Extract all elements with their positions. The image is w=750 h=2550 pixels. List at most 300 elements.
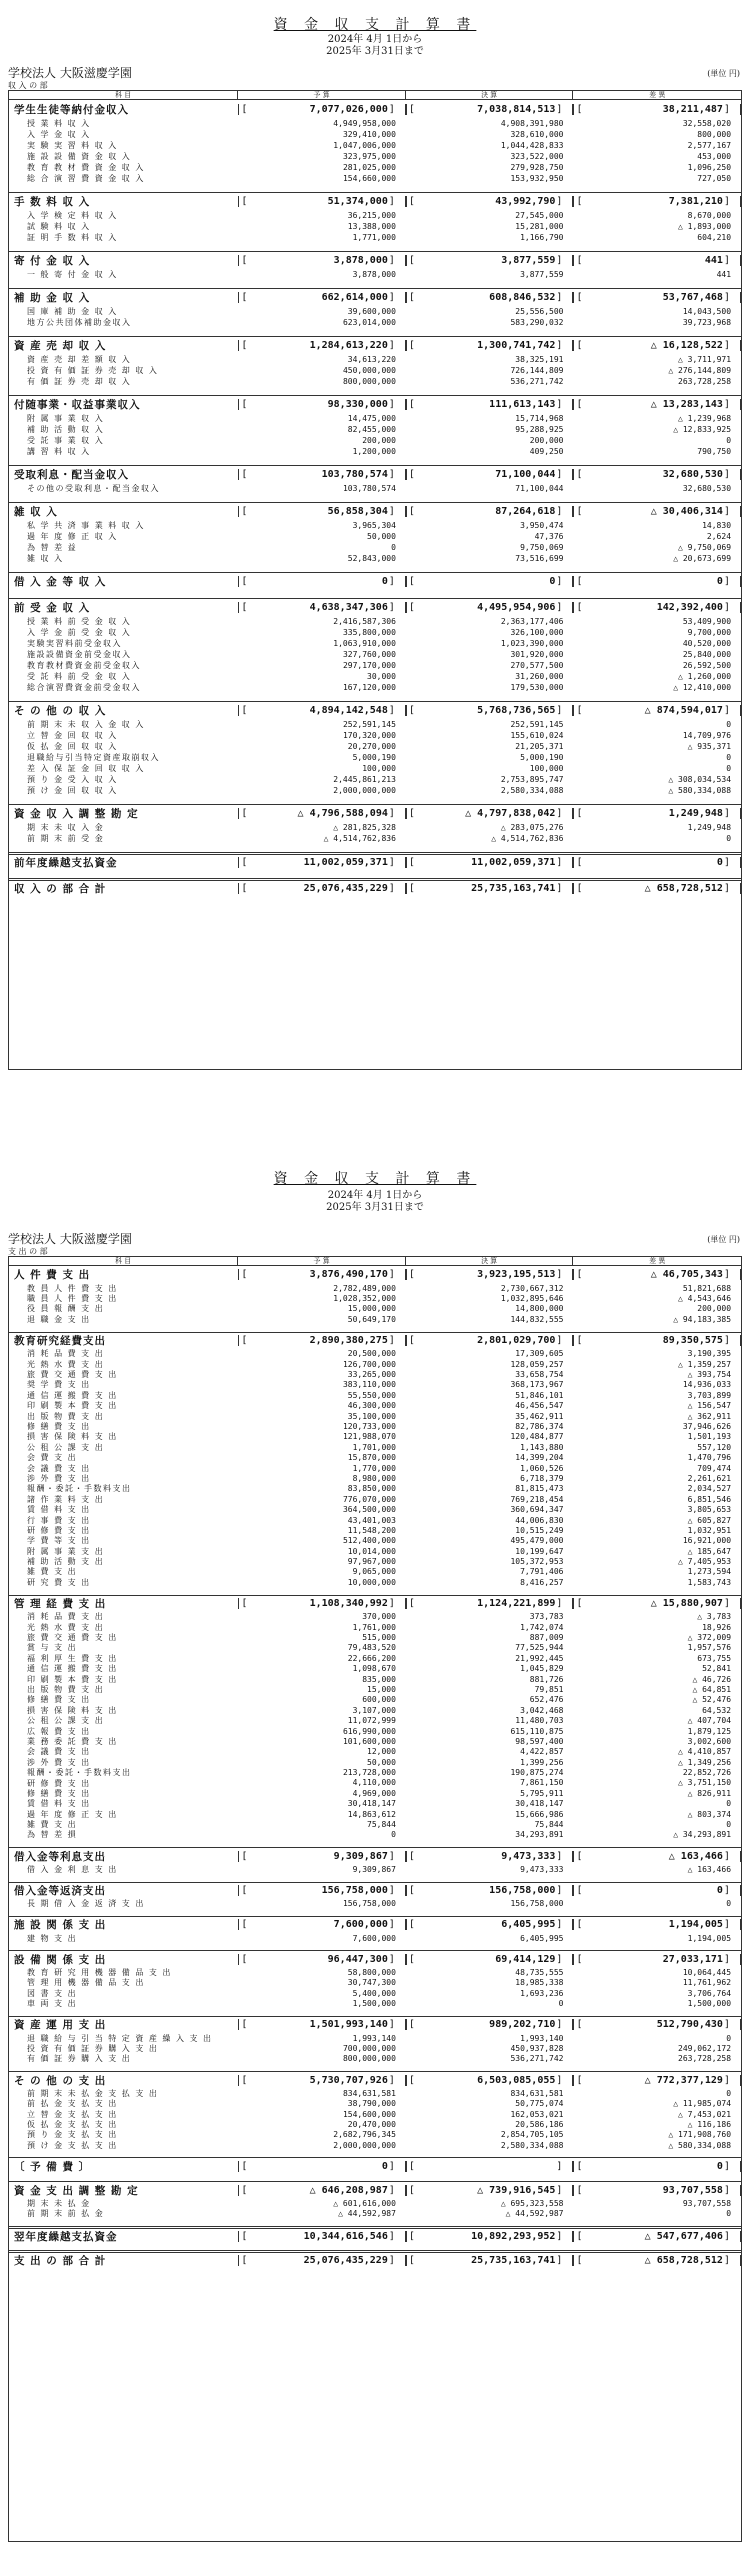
col-header-actual: 決 算 [406,1257,574,1265]
item-budget: 35,100,000 [347,1411,396,1421]
item-diff: 1,249,948 [687,823,732,832]
item-budget: 800,000,000 [342,377,396,386]
group-name: 借 入 金 等 収 入 [14,576,107,588]
item-budget: 200,000 [362,436,396,445]
item-diff: 453,000 [697,152,732,161]
item-budget: 10,014,000 [347,1546,396,1556]
group-actual: [ 5,768,736,565 ] [406,705,574,716]
item-diff: △ 1,359,257 [678,1359,732,1369]
item-actual: 20,586,186 [515,2119,564,2129]
line-item-row [9,1622,741,1632]
item-budget: 623,014,000 [342,318,396,327]
group-row [9,2016,741,2033]
item-name: 実 験 実 習 料 収 入 [27,141,118,150]
item-name: 図 書 支 出 [27,1988,78,1998]
group-row [9,598,741,616]
item-budget: 616,990,000 [342,1726,396,1736]
item-name: 消 耗 品 費 支 出 [27,1349,105,1359]
item-diff: 0 [726,764,732,773]
group-spacer [9,1840,741,1847]
line-item-row [9,1304,741,1314]
group-actual: [ 111,613,143 ] [406,399,574,410]
item-budget: 38,790,000 [347,2099,396,2109]
line-item-row [9,1674,741,1684]
statement-table [8,90,742,1070]
item-name: 前 期 末 前 受 金 [27,834,105,843]
group-spacer [9,1875,741,1882]
item-diff: △ 7,405,953 [678,1557,732,1567]
group-actual: [ 6,405,995 ] [406,1919,574,1930]
item-diff: △ 580,334,088 [668,2140,732,2150]
item-diff: 1,194,005 [687,1933,732,1943]
item-actual: 6,718,379 [520,1473,564,1483]
item-budget: 75,844 [367,1820,396,1830]
group-name: 資 産 売 却 収 入 [14,340,107,352]
item-diff: 800,000 [697,130,732,139]
group-diff: [ 0 ] [573,2161,741,2172]
item-actual: 46,456,547 [515,1401,564,1411]
group-spacer [9,870,741,878]
item-name: 報酬・委託・手数料支出 [27,1484,132,1494]
item-budget: 0 [391,1830,396,1840]
item-actual: 25,556,500 [515,307,564,316]
col-header-budget: 予 算 [238,91,406,99]
item-budget: 327,760,000 [342,650,396,659]
col-header-budget: 予 算 [238,1257,406,1265]
item-actual: 10,199,647 [515,1546,564,1556]
line-item-row [9,129,741,140]
item-diff: △ 3,751,150 [678,1778,732,1788]
item-budget: 20,270,000 [347,742,396,751]
period-from: 2024年 4月 1日から [327,34,423,45]
group-actual: [ 6,503,085,055 ] [406,2075,574,2086]
item-actual: 4,422,857 [520,1747,564,1757]
line-item-row [9,413,741,424]
item-budget: 2,782,489,000 [333,1283,396,1293]
item-actual: 328,610,000 [510,130,564,139]
item-budget: 14,475,000 [347,414,396,423]
period-to: 2025年 3月31日まで [326,46,424,57]
item-name: 雑 費 支 出 [27,1820,78,1830]
item-budget: 12,000 [367,1747,396,1757]
group-spacer [9,2009,741,2016]
item-name: 附 属 事 業 収 入 [27,414,105,423]
line-item-row [9,833,741,844]
line-item-row [9,1899,741,1909]
line-item-row [9,1349,741,1359]
group-name: 前年度繰越支払資金 [14,857,118,869]
unit-label: (単位 円) [707,1235,740,1244]
line-item-row [9,1695,741,1705]
item-actual: 1,032,895,646 [500,1294,564,1304]
table-header [9,91,741,100]
item-name: 車 両 支 出 [27,1999,78,2009]
item-budget: △ 601,616,000 [333,2199,396,2209]
item-diff: △ 20,673,699 [673,554,732,563]
item-actual: 615,110,875 [510,1726,564,1736]
item-name: 研 修 費 支 出 [27,1525,91,1535]
line-item-row [9,730,741,741]
item-budget: 8,980,000 [352,1473,396,1483]
item-diff: △ 52,476 [692,1695,732,1705]
item-actual: 9,750,069 [520,543,564,552]
line-item-row [9,763,741,774]
line-item-row [9,269,741,280]
group-diff: [ 53,767,468 ] [573,292,741,303]
item-budget: 1,098,670 [352,1664,396,1674]
item-diff: 557,120 [697,1442,732,1452]
group-name: 教育研究経費支出 [14,1335,106,1348]
item-budget: 121,988,070 [342,1432,396,1442]
item-budget: 20,500,000 [347,1349,396,1359]
item-actual: 190,875,274 [510,1768,564,1778]
item-actual: 30,418,147 [515,1799,564,1809]
item-name: 一 般 寄 付 金 収 入 [27,270,118,279]
item-diff: △ 185,647 [687,1546,732,1556]
item-actual: 33,658,754 [515,1370,564,1380]
group-actual: [ 87,264,618 ] [406,506,574,517]
group-budget: [ 1,284,613,220 ] [238,340,406,351]
line-item-row [9,2198,741,2208]
item-actual: 8,416,257 [520,1577,564,1587]
item-diff: △ 94,183,385 [673,1314,732,1324]
col-header-account: 科 目 [9,1257,238,1265]
line-item-row [9,1546,741,1556]
item-actual: 1,023,390,000 [500,639,564,648]
group-spacer [9,328,741,336]
line-item-row [9,1778,741,1788]
group-diff: [ △ 163,466 ] [573,1851,741,1862]
group-diff: [ 27,033,171 ] [573,1954,741,1965]
line-item-row [9,1504,741,1514]
line-item-row [9,2043,741,2053]
item-budget: 1,063,910,000 [333,639,396,648]
item-actual: 495,479,000 [510,1536,564,1546]
group-row [9,701,741,719]
item-actual: △ 695,323,558 [500,2199,564,2209]
group-row [9,2181,741,2198]
line-item-row [9,1494,741,1504]
item-actual: 5,000,190 [520,753,564,762]
line-item-row [9,682,741,693]
item-budget: 101,600,000 [342,1736,396,1746]
item-name: 研 究 費 支 出 [27,1577,91,1587]
group-budget: [ 98,330,000 ] [238,399,406,410]
page-title: 資 金 収 支 計 算 書 [273,1171,477,1187]
item-budget: 10,000,000 [347,1577,396,1587]
item-name: 通 信 運 搬 費 支 出 [27,1664,118,1674]
item-name: 期 末 未 払 金 [27,2199,91,2209]
group-diff: [ △ 874,594,017 ] [573,705,741,716]
item-diff: 32,558,020 [682,119,732,128]
line-item-row [9,1664,741,1674]
group-row [9,251,741,269]
group-actual: [ 4,495,954,906 ] [406,602,574,613]
item-actual: 200,000 [529,436,564,445]
line-item-row [9,1359,741,1369]
group-budget: [ 3,878,000 ] [238,255,406,266]
item-budget: 1,028,352,000 [333,1294,396,1304]
item-actual: 162,053,021 [510,2109,564,2119]
item-budget: 50,649,170 [347,1314,396,1324]
item-budget: 154,600,000 [342,2109,396,2119]
item-diff: △ 4,410,857 [678,1747,732,1757]
item-name: 施 設 設 備 資 金 収 入 [27,152,132,161]
line-item-row [9,232,741,243]
item-diff: 16,921,000 [682,1536,732,1546]
item-actual: 35,462,911 [515,1411,564,1421]
group-actual: [ 25,735,163,741 ] [406,2255,574,2266]
item-budget: 20,470,000 [347,2119,396,2129]
line-item-row [9,1463,741,1473]
item-name: 前 期 末 未 収 入 金 収 入 [27,720,145,729]
item-diff: 0 [726,1899,732,1909]
line-item-row [9,1390,741,1400]
item-actual: 48,735,555 [515,1968,564,1977]
group-spacer [9,2150,741,2157]
item-actual: 326,100,000 [510,628,564,637]
group-name: 補 助 金 収 入 [14,292,91,304]
line-item-row [9,2098,741,2108]
item-diff: △ 11,985,074 [673,2099,732,2109]
item-name: 証 明 手 数 料 収 入 [27,233,118,242]
unit-label: (単位 円) [707,69,740,78]
item-budget: 34,613,220 [347,355,396,364]
line-item-row [9,1283,741,1293]
item-budget: 103,780,574 [342,484,396,493]
item-actual: 128,059,257 [510,1359,564,1369]
group-actual: [ 71,100,044 ] [406,469,574,480]
item-actual: 7,861,150 [520,1778,564,1788]
line-item-row [9,741,741,752]
item-diff: 22,852,726 [682,1768,732,1778]
group-name: 収 入 の 部 合 計 [14,883,107,895]
line-item-row [9,1556,741,1566]
item-actual: 95,288,925 [515,425,564,434]
group-diff: [ △ 547,677,406 ] [573,2231,741,2242]
line-item-row [9,483,741,494]
item-name: 諸 作 業 料 支 出 [27,1494,105,1504]
line-item-row [9,173,741,184]
line-item-row [9,774,741,785]
line-item-row [9,1788,741,1798]
group-actual: [ 0 ] [406,576,574,587]
item-actual: 323,522,000 [510,152,564,161]
item-name: 預 け 金 支 払 支 出 [27,2140,118,2150]
item-budget: 15,000,000 [347,1304,396,1314]
line-item-row [9,118,741,129]
item-name: 会 議 費 支 出 [27,1463,91,1473]
group-row [9,1882,741,1899]
item-diff: △ 163,466 [687,1864,732,1874]
group-budget: [ 11,002,059,371 ] [238,857,406,868]
item-name: 消 耗 品 費 支 出 [27,1612,105,1622]
item-budget: 252,591,145 [342,720,396,729]
item-budget: 776,070,000 [342,1494,396,1504]
item-diff: 37,946,626 [682,1421,732,1431]
item-actual: 9,473,333 [520,1864,564,1874]
item-diff: 1,957,576 [687,1643,732,1653]
group-budget: [ 5,730,707,926 ] [238,2075,406,2086]
col-header-actual: 決 算 [406,91,574,99]
group-diff: [ △ 16,128,522 ] [573,340,741,351]
item-name: 職 員 人 件 費 支 出 [27,1294,118,1304]
group-actual: [ 9,473,333 ] [406,1851,574,1862]
item-diff: 263,728,258 [678,377,732,386]
item-actual: 71,100,044 [515,484,564,493]
item-actual: 301,920,000 [510,650,564,659]
item-name: 前 期 末 前 払 金 [27,2209,105,2219]
item-budget: 50,000 [367,1757,396,1767]
item-budget: 22,666,200 [347,1653,396,1663]
line-item-row [9,376,741,387]
line-item-row [9,1747,741,1757]
item-diff: 0 [726,436,732,445]
item-actual: 4,908,391,980 [500,119,564,128]
line-item-row [9,542,741,553]
item-actual: 14,399,204 [515,1453,564,1463]
line-item-row [9,1767,741,1777]
item-actual: 6,405,995 [520,1933,564,1943]
item-name: 施設設備資金前受金収入 [27,650,132,659]
line-item-row [9,1536,741,1546]
group-name: 支 出 の 部 合 計 [14,2254,107,2267]
item-name: 通 信 運 搬 費 支 出 [27,1390,118,1400]
item-budget: 36,215,000 [347,211,396,220]
group-row [9,2250,741,2267]
item-actual: 50,775,074 [515,2099,564,2109]
item-name: 奨 学 費 支 出 [27,1380,91,1390]
item-actual: 27,545,000 [515,211,564,220]
group-actual: [ 608,846,532 ] [406,292,574,303]
line-item-row [9,435,741,446]
line-item-row [9,616,741,627]
item-name: 私 学 共 済 事 業 料 収 入 [27,521,145,530]
item-actual: 5,795,911 [520,1788,564,1798]
group-spacer [9,564,741,572]
section-label: 収 入 の 部 [8,81,48,90]
item-actual: 10,515,249 [515,1525,564,1535]
item-name: 印 刷 製 本 費 支 出 [27,1401,118,1411]
item-budget: 170,320,000 [342,731,396,740]
item-name: 預 り 金 受 入 収 入 [27,775,118,784]
item-diff: 8,670,000 [687,211,732,220]
item-budget: 3,878,000 [352,270,396,279]
item-diff: 6,851,546 [687,1494,732,1504]
item-diff: △ 935,371 [687,742,732,751]
line-item-row [9,162,741,173]
item-diff: 53,409,900 [682,617,732,626]
item-diff: 790,750 [697,447,732,456]
item-diff: 26,592,500 [682,661,732,670]
item-name: 入 学 金 収 入 [27,130,91,139]
group-spacer [9,693,741,701]
item-diff: △ 46,726 [692,1674,732,1684]
group-name: 学生生徒等納付金収入 [14,103,129,116]
item-actual: 834,631,581 [510,2088,564,2098]
item-budget: 835,000 [362,1674,396,1684]
group-actual: [ 7,038,814,513 ] [406,104,574,115]
item-diff: 93,707,558 [682,2199,732,2209]
line-item-row [9,1432,741,1442]
line-item-row [9,719,741,730]
item-diff: 0 [726,753,732,762]
line-item-row [9,638,741,649]
item-actual: 252,591,145 [510,720,564,729]
item-name: 損 害 保 険 料 支 出 [27,1705,118,1715]
item-diff: 1,583,743 [687,1577,732,1587]
item-budget: 83,850,000 [347,1484,396,1494]
item-actual: 120,484,877 [510,1432,564,1442]
item-budget: 97,967,000 [347,1557,396,1567]
section-label: 支 出 の 部 [8,1247,48,1256]
group-diff: [ 0 ] [573,1885,741,1896]
line-item-row [9,1643,741,1653]
group-diff: [ 38,211,487 ] [573,104,741,115]
item-budget: 5,000,190 [352,753,396,762]
item-diff: △ 34,293,891 [673,1830,732,1840]
group-actual: [ 3,923,195,513 ] [406,1269,574,1280]
group-diff: [ △ 46,705,343 ] [573,1269,741,1280]
item-diff: △ 64,851 [692,1684,732,1694]
group-spacer [9,280,741,288]
item-name: 会 費 支 出 [27,1453,78,1463]
line-item-row [9,210,741,221]
group-name: 管 理 経 費 支 出 [14,1598,107,1611]
item-name: 雑 費 支 出 [27,1567,78,1577]
line-item-row [9,1632,741,1642]
line-item-row [9,1515,741,1525]
item-name: 建 物 支 出 [27,1933,78,1943]
line-item-row [9,660,741,671]
line-item-row [9,2054,741,2064]
item-diff: △ 308,034,534 [668,775,732,784]
item-budget: 515,000 [362,1633,396,1643]
item-actual: 47,376 [534,532,564,541]
item-budget: 52,843,000 [347,554,396,563]
item-name: 受 託 事 業 収 入 [27,436,105,445]
group-budget: [ 156,758,000 ] [238,1885,406,1896]
line-item-row [9,2209,741,2219]
item-diff: 10,064,445 [682,1968,732,1977]
statement-table [8,1256,742,2542]
item-actual: 18,985,338 [515,1978,564,1988]
col-header-diff: 差 異 [649,1257,666,1265]
group-budget: [ 1,501,993,140 ] [238,2019,406,2030]
item-diff: 3,002,600 [687,1736,732,1746]
item-name: 附 属 事 業 支 出 [27,1546,105,1556]
item-diff: △ 12,410,000 [673,683,732,692]
item-name: 借 入 金 利 息 支 出 [27,1864,118,1874]
group-spacer [9,2219,741,2226]
item-budget: 9,309,867 [352,1864,396,1874]
item-name: 仮 払 金 回 収 収 入 [27,742,118,751]
line-item-row [9,1757,741,1767]
item-budget: 2,682,796,345 [333,2130,396,2140]
item-name: 出 版 物 費 支 出 [27,1684,105,1694]
item-actual: 79,851 [534,1684,564,1694]
item-diff: △ 4,543,646 [678,1294,732,1304]
item-diff: △ 7,453,021 [678,2109,732,2119]
group-actual: [ △ 4,797,838,042 ] [406,808,574,819]
item-budget: 126,700,000 [342,1359,396,1369]
line-item-row [9,1705,741,1715]
item-budget: 1,761,000 [352,1622,396,1632]
item-actual: 652,476 [529,1695,564,1705]
item-name: 長 期 借 入 金 返 済 支 出 [27,1899,145,1909]
group-spacer [9,1588,741,1595]
item-budget: 329,410,000 [342,130,396,139]
